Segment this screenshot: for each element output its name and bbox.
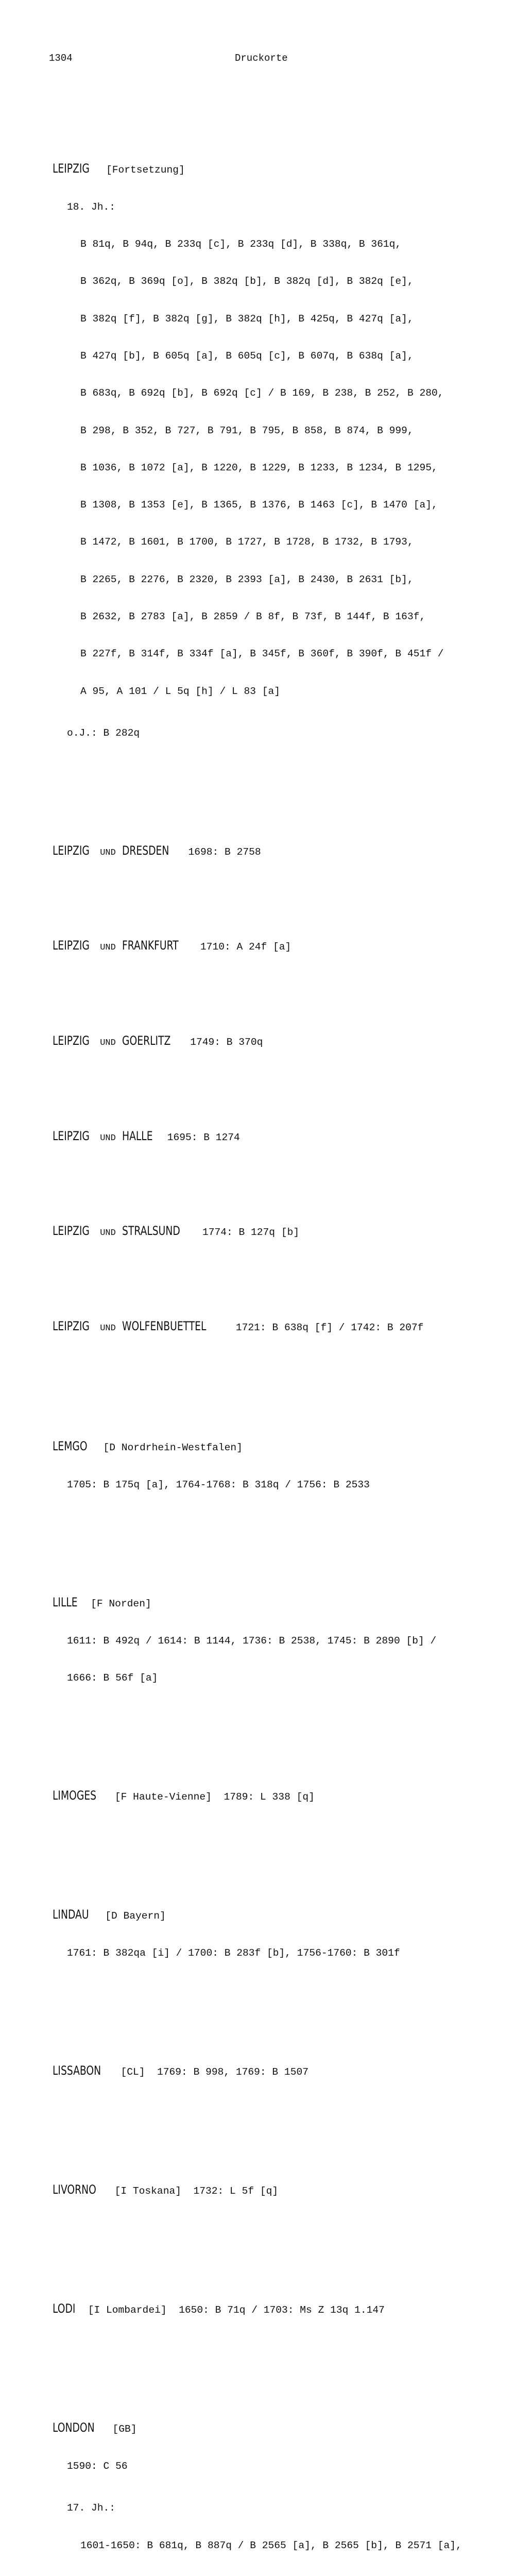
place-name: LEIPZIG [53, 843, 90, 858]
ref-line: 1761: B 382qa [i] / 1700: B 283f [b], 1756-1760: B 301f [67, 1947, 400, 1959]
ref-line: A 95, A 101 / L 5q [h] / L 83 [a] [80, 685, 281, 697]
century-label: 18. Jh.: [67, 201, 116, 213]
place-name: LEIPZIG [53, 938, 90, 953]
place-name: LIMOGES [53, 1788, 97, 1803]
place-name: LEIPZIG [53, 1224, 90, 1239]
entry-limoges [53, 1765, 513, 1828]
place-name: LEIPZIG [53, 1128, 90, 1143]
place-note: [Fortsetzung] [106, 164, 185, 176]
entry-lodi [53, 2278, 513, 2341]
entry-lille [53, 1571, 513, 1709]
page-header [0, 53, 515, 66]
place-name: LONDON [53, 2420, 95, 2435]
ref-line: B 1036, B 1072 [a], B 1220, B 1229, B 1233, B 1234, B 1295, [80, 462, 438, 473]
entry-lissabon [53, 2040, 513, 2103]
entry-lindau [53, 1884, 513, 1985]
place-name: GOERLITZ [122, 1033, 170, 1048]
ref-line: B 2632, B 2783 [a], B 2859 / B 8f, B 73f, B 144f, B 163f, [80, 611, 426, 622]
ref-line: B 298, B 352, B 727, B 791, B 795, B 858, B 874, B 999, [80, 425, 414, 436]
place-note: [GB] [112, 2423, 137, 2435]
index-content [53, 88, 513, 2576]
place-refs: 1721: B 638q [f] / 1742: B 207f [235, 1321, 424, 1333]
entry-lemgo [53, 1415, 513, 1516]
place-name: STRALSUND [122, 1224, 180, 1239]
place-refs: 1732: L 5f [q] [193, 2185, 279, 2197]
entry-leipzig-stralsund [53, 1200, 513, 1264]
place-note: [F Haute-Vienne] [114, 1791, 212, 1803]
entry-leipzig-dresden [53, 819, 513, 884]
und-word: UND [100, 943, 116, 953]
place-name: LEMGO [53, 1438, 88, 1453]
entry-livorno [53, 2159, 513, 2222]
ref-line: B 683q, B 692q [b], B 692q [c] / B 169, B 238, B 252, B 280, [80, 387, 444, 399]
place-refs: 1789: L 338 [q] [224, 1791, 315, 1803]
page-number: 1304 [49, 53, 73, 64]
place-note: [D Bayern] [105, 1910, 166, 1922]
entry-leipzig-frankfurt [53, 914, 513, 979]
place-name: LEIPZIG [53, 1318, 90, 1333]
ref-line: B 2265, B 2276, B 2320, B 2393 [a], B 2430, B 2631 [b], [80, 573, 414, 585]
place-refs: 1774: B 127q [b] [202, 1227, 300, 1239]
place-name: HALLE [122, 1128, 153, 1143]
ref-line: B 1308, B 1353 [e], B 1365, B 1376, B 1463 [c], B 1470 [a], [80, 499, 438, 511]
place-refs: 1749: B 370q [190, 1036, 263, 1048]
ref-line: B 382q [f], B 382q [g], B 382q [h], B 425q, B 427q [a], [80, 313, 414, 325]
und-word: UND [100, 1228, 116, 1239]
entry-leipzig-halle [53, 1105, 513, 1169]
place-refs: 1650: B 71q / 1703: Ms Z 13q 1.147 [179, 2304, 385, 2316]
ref-line: B 1472, B 1601, B 1700, B 1727, B 1728, B 1732, B 1793, [80, 536, 414, 548]
ref-line: B 681q, B 887q / B 2565 [a], B 2565 [b], B 2571 [a], [147, 2539, 462, 2551]
century-label: 17. Jh.: [67, 2502, 116, 2514]
und-word: UND [100, 1133, 116, 1143]
ref-line: B 427q [b], B 605q [a], B 605q [c], B 607q, B 638q [a], [80, 350, 414, 362]
place-name: LODI [53, 2301, 76, 2316]
running-title: Druckorte [235, 53, 288, 64]
place-name: WOLFENBUETTEL [122, 1318, 207, 1333]
place-refs: 1769: B 998, 1769: B 1507 [157, 2066, 308, 2078]
ref-line: B 81q, B 94q, B 233q [c], B 233q [d], B 338q, B 361q, [80, 239, 402, 250]
entry-london [53, 2397, 513, 2576]
period-label: 1601-1650: [80, 2539, 141, 2551]
ref-line: 1705: B 175q [a], 1764-1768: B 318q / 1756: B 2533 [67, 1479, 370, 1491]
place-refs: 1695: B 1274 [167, 1131, 240, 1143]
entry-leipzig [53, 137, 513, 764]
ref-line: B 227f, B 314f, B 334f [a], B 345f, B 360f, B 390f, B 451f / [80, 648, 444, 660]
place-note: [I Lombardei] [88, 2304, 167, 2316]
place-name: LISSABON [53, 2063, 101, 2078]
und-word: UND [100, 1038, 116, 1048]
place-note: [F Norden] [91, 1598, 151, 1609]
place-name: DRESDEN [122, 843, 169, 858]
entry-leipzig-goerlitz [53, 1010, 513, 1074]
und-word: UND [100, 848, 116, 858]
place-refs: 1698: B 2758 [188, 846, 261, 858]
place-name: LEIPZIG [53, 1033, 90, 1048]
place-name: LIVORNO [53, 2182, 96, 2197]
ref-line: 1590: C 56 [67, 2461, 128, 2472]
und-word: UND [100, 1323, 116, 1333]
ref-line: B 362q, B 369q [o], B 382q [b], B 382q [d], B 382q [e], [80, 276, 414, 287]
place-note: [D Nordrhein-Westfalen] [103, 1442, 243, 1453]
place-note: [CL] [121, 2066, 145, 2078]
undated-line: o.J.: B 282q [67, 727, 140, 739]
place-name: FRANKFURT [122, 938, 179, 953]
place-name: LINDAU [53, 1907, 89, 1922]
ref-line: 1611: B 492q / 1614: B 1144, 1736: B 2538, 1745: B 2890 [b] / [67, 1635, 437, 1647]
ref-line: 1666: B 56f [a] [67, 1672, 158, 1684]
place-note: [I Toskana] [114, 2185, 181, 2197]
place-name: LILLE [53, 1595, 78, 1609]
entry-leipzig-wolfenbuettel [53, 1295, 513, 1360]
place-name: LEIPZIG [53, 161, 90, 176]
place-refs: 1710: A 24f [a] [200, 941, 291, 953]
